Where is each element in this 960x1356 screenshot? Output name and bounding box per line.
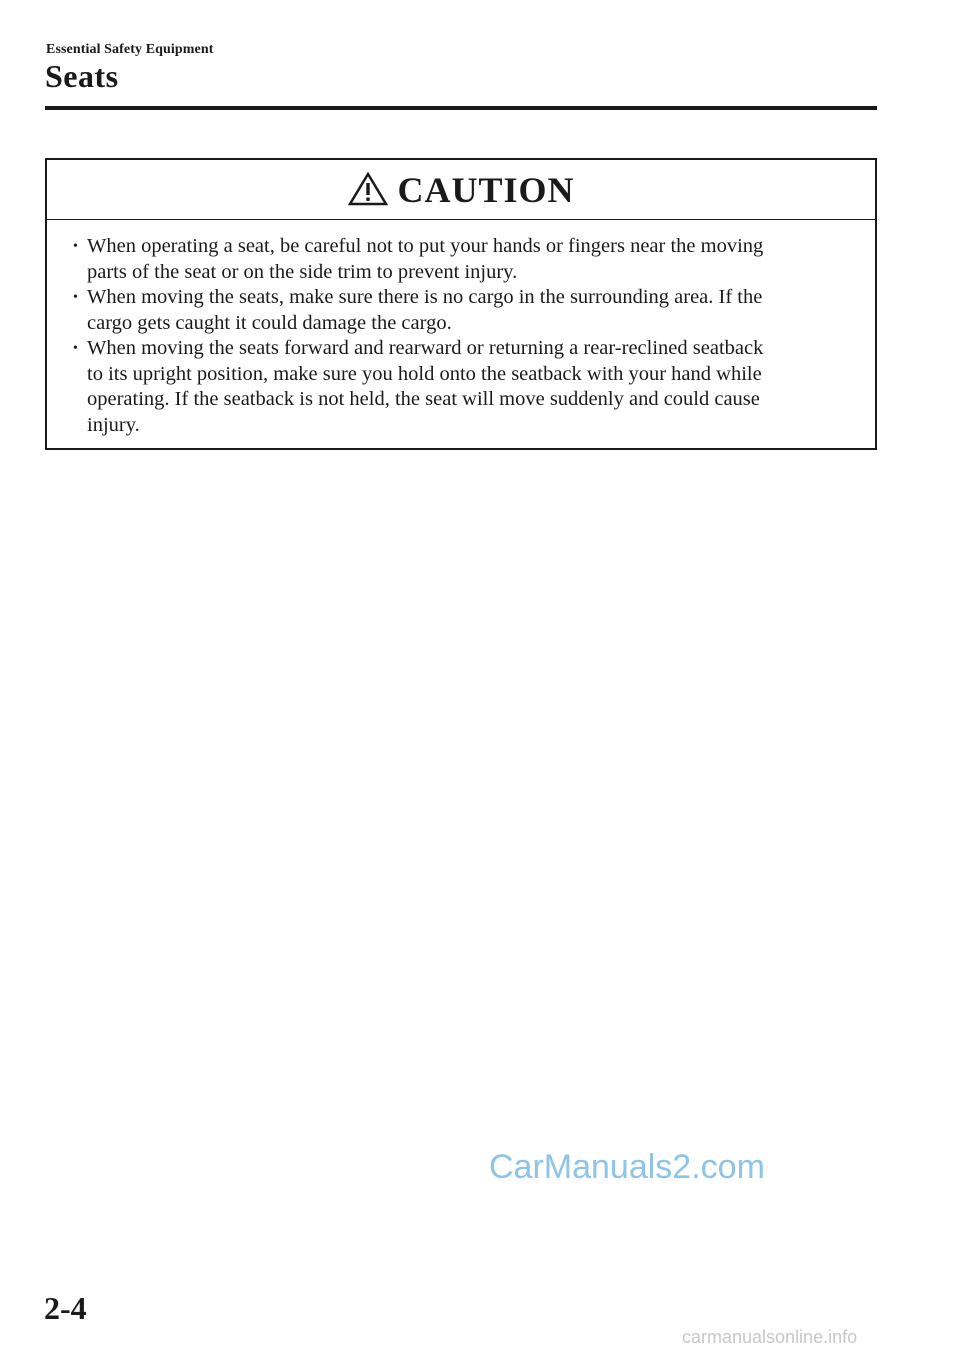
caution-line: injury. bbox=[87, 413, 140, 436]
section-label: Essential Safety Equipment bbox=[46, 42, 214, 57]
watermark: CarManuals2.com bbox=[489, 1148, 765, 1186]
caution-line: parts of the seat or on the side trim to prevent injury. bbox=[87, 260, 518, 283]
caution-title: CAUTION bbox=[397, 169, 575, 210]
bullet: • bbox=[73, 341, 78, 356]
caution-line: cargo gets caught it could damage the cargo. bbox=[87, 311, 452, 334]
caution-list bbox=[47, 220, 875, 438]
caution-line: When operating a seat, be careful not to put your hands or fingers near the moving bbox=[87, 235, 764, 257]
caution-item bbox=[73, 336, 845, 438]
warning-triangle-icon bbox=[347, 171, 389, 207]
page-number: 2-4 bbox=[44, 1290, 87, 1326]
page-title: Seats bbox=[45, 58, 119, 94]
caution-header bbox=[47, 160, 875, 220]
caution-item bbox=[73, 234, 845, 285]
bullet: • bbox=[73, 290, 78, 305]
caution-line: to its upright position, make sure you hold onto the seatback with your hand while bbox=[87, 362, 762, 385]
bullet: • bbox=[73, 239, 78, 254]
caution-line: When moving the seats, make sure there is no cargo in the surrounding area. If the bbox=[87, 286, 763, 308]
footer-site-link[interactable]: carmanualsonline.info bbox=[682, 1327, 858, 1347]
caution-line: When moving the seats forward and rearward or returning a rear-reclined seatback bbox=[87, 337, 764, 359]
caution-line: operating. If the seatback is not held, the seat will move suddenly and could cause bbox=[87, 388, 760, 410]
caution-item bbox=[73, 285, 845, 336]
title-rule bbox=[45, 106, 877, 110]
caution-box bbox=[45, 158, 877, 450]
